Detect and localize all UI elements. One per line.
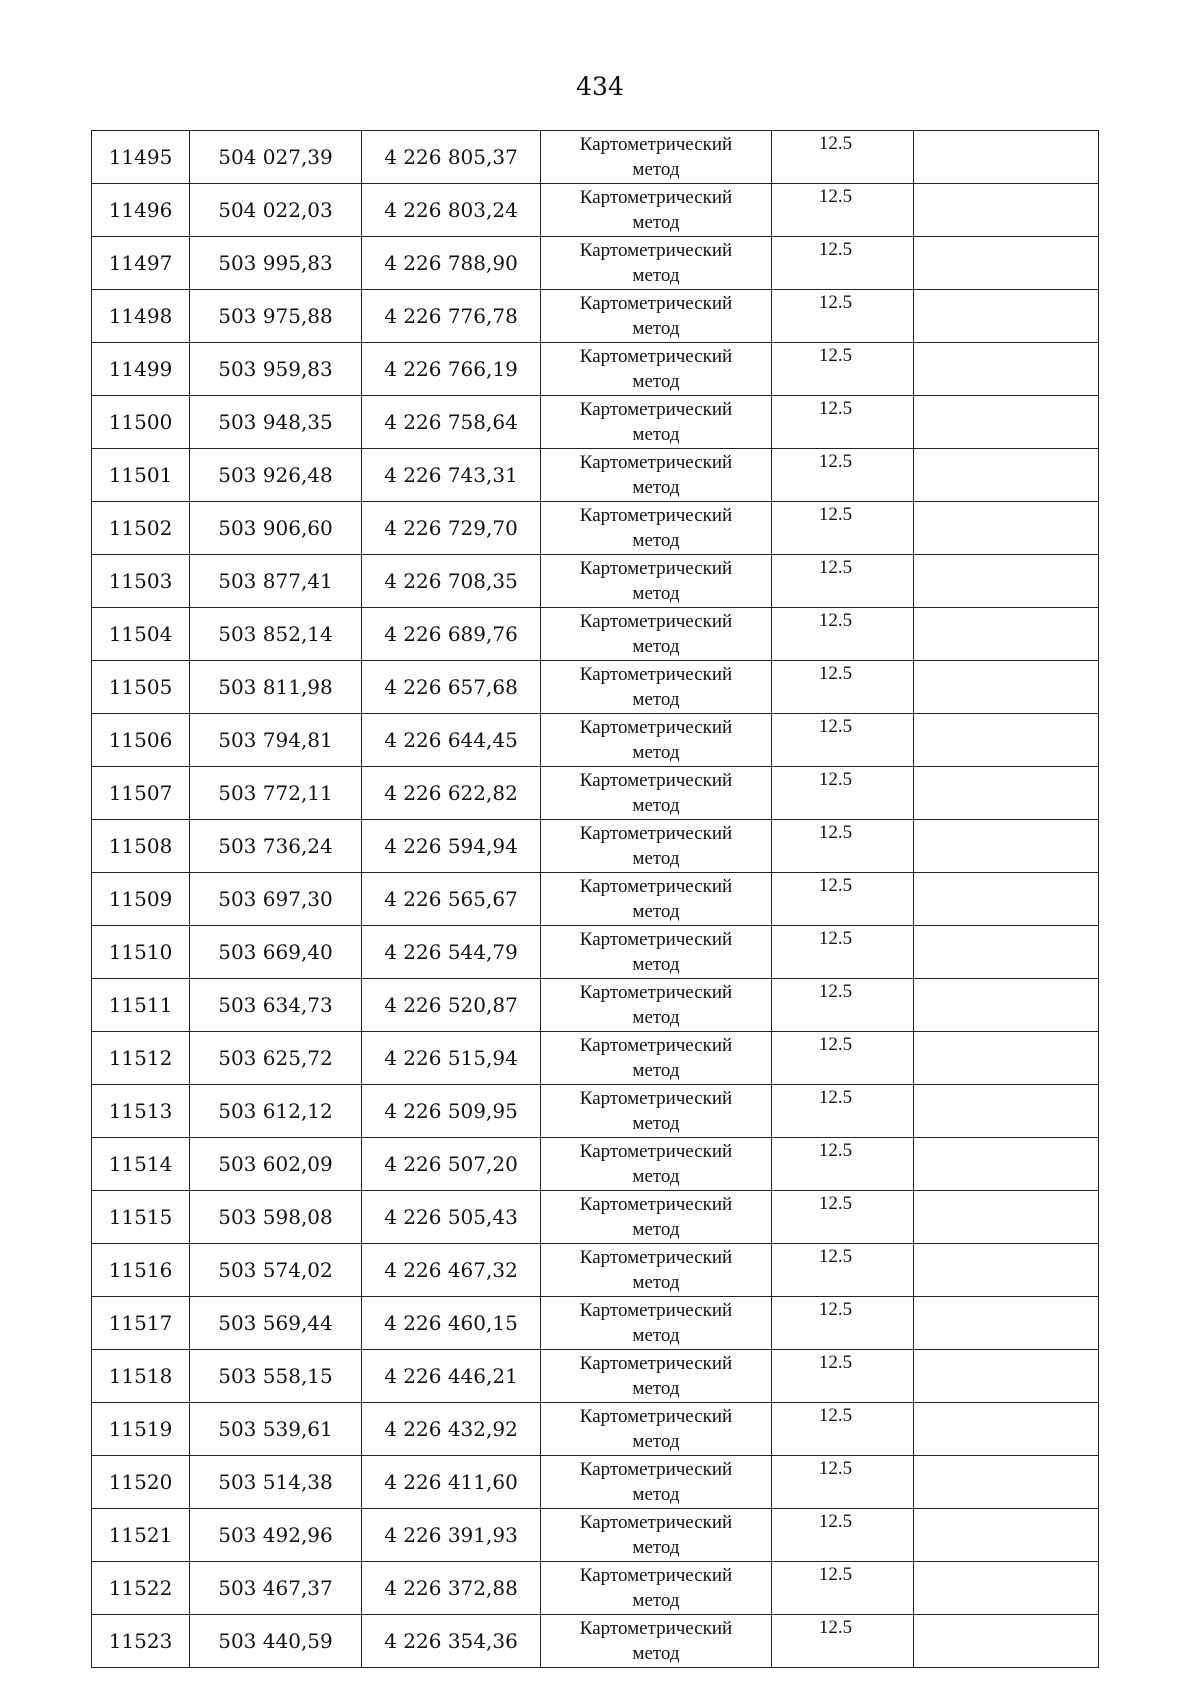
- method-line-2: метод: [632, 1378, 680, 1399]
- method-line-1: Картометрический: [579, 611, 733, 632]
- method-line-2: метод: [632, 424, 680, 445]
- coordinate-y-cell: 4 226 729,70: [362, 502, 541, 555]
- method-line-2: метод: [632, 265, 680, 286]
- table-row: [92, 1191, 1099, 1244]
- accuracy-cell: 12.5: [772, 131, 914, 184]
- table-row: [92, 555, 1099, 608]
- empty-cell: [914, 449, 1099, 502]
- accuracy-cell: 12.5: [772, 1350, 914, 1403]
- method-line-1: Картометрический: [579, 187, 733, 208]
- empty-cell: [914, 1138, 1099, 1191]
- method-cell: [541, 290, 772, 343]
- empty-cell: [914, 1403, 1099, 1456]
- method-cell: [541, 1032, 772, 1085]
- method-cell: [541, 1403, 772, 1456]
- coordinate-y-cell: 4 226 509,95: [362, 1085, 541, 1138]
- method-cell: [541, 449, 772, 502]
- method-line-1: Картометрический: [579, 717, 733, 738]
- coordinate-x-cell: 503 467,37: [190, 1562, 362, 1615]
- coordinate-x-cell: 503 975,88: [190, 290, 362, 343]
- table-row: [92, 767, 1099, 820]
- empty-cell: [914, 608, 1099, 661]
- coordinate-x-cell: 503 574,02: [190, 1244, 362, 1297]
- method-line-2: метод: [632, 742, 680, 763]
- method-line-1: Картометрический: [579, 1618, 733, 1639]
- accuracy-cell: 12.5: [772, 820, 914, 873]
- point-number-cell: 11497: [92, 237, 190, 290]
- point-number-cell: 11501: [92, 449, 190, 502]
- method-line-1: Картометрический: [579, 293, 733, 314]
- method-line-2: метод: [632, 689, 680, 710]
- method-cell: [541, 1456, 772, 1509]
- coordinate-y-cell: 4 226 544,79: [362, 926, 541, 979]
- method-line-1: Картометрический: [579, 1194, 733, 1215]
- accuracy-cell: 12.5: [772, 237, 914, 290]
- accuracy-cell: 12.5: [772, 502, 914, 555]
- method-line-1: Картометрический: [579, 1353, 733, 1374]
- page-number: 434: [576, 72, 624, 101]
- method-cell: [541, 926, 772, 979]
- method-line-1: Картометрический: [579, 1247, 733, 1268]
- method-line-1: Картометрический: [579, 664, 733, 685]
- coordinate-y-cell: 4 226 391,93: [362, 1509, 541, 1562]
- coordinate-y-cell: 4 226 354,36: [362, 1615, 541, 1668]
- accuracy-cell: 12.5: [772, 343, 914, 396]
- coordinate-y-cell: 4 226 432,92: [362, 1403, 541, 1456]
- method-cell: [541, 1297, 772, 1350]
- method-line-1: Картометрический: [579, 1035, 733, 1056]
- empty-cell: [914, 820, 1099, 873]
- accuracy-cell: 12.5: [772, 555, 914, 608]
- method-line-2: метод: [632, 318, 680, 339]
- method-cell: [541, 1350, 772, 1403]
- point-number-cell: 11507: [92, 767, 190, 820]
- point-number-cell: 11508: [92, 820, 190, 873]
- accuracy-cell: 12.5: [772, 1403, 914, 1456]
- empty-cell: [914, 926, 1099, 979]
- method-line-2: метод: [632, 583, 680, 604]
- empty-cell: [914, 1244, 1099, 1297]
- table-row: [92, 608, 1099, 661]
- method-cell: [541, 396, 772, 449]
- empty-cell: [914, 714, 1099, 767]
- coordinate-x-cell: 503 926,48: [190, 449, 362, 502]
- table-row: [92, 1562, 1099, 1615]
- method-line-2: метод: [632, 1590, 680, 1611]
- method-line-2: метод: [632, 795, 680, 816]
- empty-cell: [914, 1032, 1099, 1085]
- method-line-2: метод: [632, 212, 680, 233]
- method-line-2: метод: [632, 530, 680, 551]
- coordinate-y-cell: 4 226 622,82: [362, 767, 541, 820]
- point-number-cell: 11496: [92, 184, 190, 237]
- accuracy-cell: 12.5: [772, 979, 914, 1032]
- method-line-1: Картометрический: [579, 1512, 733, 1533]
- method-cell: [541, 1138, 772, 1191]
- accuracy-cell: 12.5: [772, 714, 914, 767]
- table-row: [92, 343, 1099, 396]
- empty-cell: [914, 1562, 1099, 1615]
- point-number-cell: 11514: [92, 1138, 190, 1191]
- table-row: [92, 820, 1099, 873]
- table-row: [92, 290, 1099, 343]
- method-line-2: метод: [632, 1060, 680, 1081]
- coordinate-x-cell: 503 539,61: [190, 1403, 362, 1456]
- empty-cell: [914, 396, 1099, 449]
- method-line-2: метод: [632, 159, 680, 180]
- method-line-1: Картометрический: [579, 823, 733, 844]
- empty-cell: [914, 767, 1099, 820]
- accuracy-cell: 12.5: [772, 449, 914, 502]
- method-line-2: метод: [632, 1272, 680, 1293]
- coordinate-y-cell: 4 226 689,76: [362, 608, 541, 661]
- method-line-2: метод: [632, 1113, 680, 1134]
- coordinate-x-cell: 503 697,30: [190, 873, 362, 926]
- method-cell: [541, 767, 772, 820]
- coordinate-y-cell: 4 226 776,78: [362, 290, 541, 343]
- coordinate-x-cell: 503 959,83: [190, 343, 362, 396]
- coordinate-y-cell: 4 226 520,87: [362, 979, 541, 1032]
- empty-cell: [914, 1191, 1099, 1244]
- point-number-cell: 11516: [92, 1244, 190, 1297]
- point-number-cell: 11522: [92, 1562, 190, 1615]
- table-body: [92, 131, 1099, 1668]
- accuracy-cell: 12.5: [772, 1297, 914, 1350]
- accuracy-cell: 12.5: [772, 1191, 914, 1244]
- empty-cell: [914, 131, 1099, 184]
- coordinate-y-cell: 4 226 467,32: [362, 1244, 541, 1297]
- coordinate-x-cell: 504 027,39: [190, 131, 362, 184]
- empty-cell: [914, 873, 1099, 926]
- method-line-1: Картометрический: [579, 1088, 733, 1109]
- method-cell: [541, 1562, 772, 1615]
- point-number-cell: 11518: [92, 1350, 190, 1403]
- accuracy-cell: 12.5: [772, 926, 914, 979]
- coordinate-y-cell: 4 226 460,15: [362, 1297, 541, 1350]
- coordinate-y-cell: 4 226 708,35: [362, 555, 541, 608]
- coordinate-y-cell: 4 226 565,67: [362, 873, 541, 926]
- method-cell: [541, 1085, 772, 1138]
- method-line-1: Картометрический: [579, 240, 733, 261]
- accuracy-cell: 12.5: [772, 1032, 914, 1085]
- empty-cell: [914, 1509, 1099, 1562]
- method-line-1: Картометрический: [579, 346, 733, 367]
- coordinate-y-cell: 4 226 594,94: [362, 820, 541, 873]
- method-cell: [541, 555, 772, 608]
- method-line-1: Картометрический: [579, 1141, 733, 1162]
- coordinate-y-cell: 4 226 411,60: [362, 1456, 541, 1509]
- method-line-2: метод: [632, 901, 680, 922]
- method-cell: [541, 979, 772, 1032]
- method-cell: [541, 1191, 772, 1244]
- empty-cell: [914, 555, 1099, 608]
- coordinate-x-cell: 503 440,59: [190, 1615, 362, 1668]
- empty-cell: [914, 1615, 1099, 1668]
- accuracy-cell: 12.5: [772, 1085, 914, 1138]
- table-row: [92, 1244, 1099, 1297]
- coordinate-x-cell: 503 852,14: [190, 608, 362, 661]
- table-row: [92, 1509, 1099, 1562]
- method-line-2: метод: [632, 636, 680, 657]
- accuracy-cell: 12.5: [772, 661, 914, 714]
- accuracy-cell: 12.5: [772, 1244, 914, 1297]
- point-number-cell: 11511: [92, 979, 190, 1032]
- method-cell: [541, 184, 772, 237]
- method-line-1: Картометрический: [579, 876, 733, 897]
- accuracy-cell: 12.5: [772, 608, 914, 661]
- table-row: [92, 873, 1099, 926]
- method-line-2: метод: [632, 1325, 680, 1346]
- method-cell: [541, 608, 772, 661]
- coordinate-y-cell: 4 226 507,20: [362, 1138, 541, 1191]
- table-row: [92, 661, 1099, 714]
- coordinate-x-cell: 503 492,96: [190, 1509, 362, 1562]
- method-cell: [541, 661, 772, 714]
- method-cell: [541, 1244, 772, 1297]
- method-line-2: метод: [632, 1007, 680, 1028]
- coordinate-x-cell: 503 514,38: [190, 1456, 362, 1509]
- method-line-2: метод: [632, 477, 680, 498]
- point-number-cell: 11512: [92, 1032, 190, 1085]
- coordinate-x-cell: 503 948,35: [190, 396, 362, 449]
- table-row: [92, 714, 1099, 767]
- coordinate-x-cell: 503 811,98: [190, 661, 362, 714]
- method-cell: [541, 1509, 772, 1562]
- coordinate-x-cell: 503 558,15: [190, 1350, 362, 1403]
- method-line-2: метод: [632, 1537, 680, 1558]
- coordinate-y-cell: 4 226 803,24: [362, 184, 541, 237]
- accuracy-cell: 12.5: [772, 1562, 914, 1615]
- method-cell: [541, 237, 772, 290]
- empty-cell: [914, 1456, 1099, 1509]
- method-line-2: метод: [632, 954, 680, 975]
- point-number-cell: 11510: [92, 926, 190, 979]
- coordinate-x-cell: 503 602,09: [190, 1138, 362, 1191]
- table-row: [92, 237, 1099, 290]
- method-cell: [541, 820, 772, 873]
- method-line-2: метод: [632, 848, 680, 869]
- method-line-2: метод: [632, 1219, 680, 1240]
- point-number-cell: 11509: [92, 873, 190, 926]
- table-row: [92, 1615, 1099, 1668]
- table-row: [92, 979, 1099, 1032]
- method-line-1: Картометрический: [579, 558, 733, 579]
- method-line-2: метод: [632, 1166, 680, 1187]
- coordinate-x-cell: 503 906,60: [190, 502, 362, 555]
- coordinate-x-cell: 503 612,12: [190, 1085, 362, 1138]
- table-row: [92, 1138, 1099, 1191]
- empty-cell: [914, 290, 1099, 343]
- coordinate-x-cell: 503 736,24: [190, 820, 362, 873]
- method-cell: [541, 502, 772, 555]
- table-row: [92, 1403, 1099, 1456]
- table-row: [92, 396, 1099, 449]
- point-number-cell: 11502: [92, 502, 190, 555]
- coordinate-y-cell: 4 226 657,68: [362, 661, 541, 714]
- method-line-1: Картометрический: [579, 134, 733, 155]
- table-row: [92, 1032, 1099, 1085]
- method-cell: [541, 714, 772, 767]
- coordinate-x-cell: 503 625,72: [190, 1032, 362, 1085]
- accuracy-cell: 12.5: [772, 290, 914, 343]
- coordinate-y-cell: 4 226 446,21: [362, 1350, 541, 1403]
- accuracy-cell: 12.5: [772, 1138, 914, 1191]
- coordinate-x-cell: 503 669,40: [190, 926, 362, 979]
- coordinate-x-cell: 503 634,73: [190, 979, 362, 1032]
- point-number-cell: 11500: [92, 396, 190, 449]
- method-line-1: Картометрический: [579, 982, 733, 1003]
- point-number-cell: 11519: [92, 1403, 190, 1456]
- accuracy-cell: 12.5: [772, 873, 914, 926]
- method-line-1: Картометрический: [579, 1300, 733, 1321]
- table-row: [92, 502, 1099, 555]
- table-row: [92, 184, 1099, 237]
- method-cell: [541, 131, 772, 184]
- method-line-1: Картометрический: [579, 1459, 733, 1480]
- method-line-1: Картометрический: [579, 505, 733, 526]
- empty-cell: [914, 184, 1099, 237]
- coordinate-x-cell: 503 794,81: [190, 714, 362, 767]
- method-line-1: Картометрический: [579, 1565, 733, 1586]
- point-number-cell: 11505: [92, 661, 190, 714]
- coordinate-y-cell: 4 226 766,19: [362, 343, 541, 396]
- method-line-1: Картометрический: [579, 929, 733, 950]
- point-number-cell: 11506: [92, 714, 190, 767]
- accuracy-cell: 12.5: [772, 396, 914, 449]
- table-row: [92, 926, 1099, 979]
- coordinate-y-cell: 4 226 743,31: [362, 449, 541, 502]
- point-number-cell: 11498: [92, 290, 190, 343]
- coordinate-x-cell: 503 995,83: [190, 237, 362, 290]
- coordinate-x-cell: 503 598,08: [190, 1191, 362, 1244]
- empty-cell: [914, 979, 1099, 1032]
- accuracy-cell: 12.5: [772, 767, 914, 820]
- table-row: [92, 449, 1099, 502]
- method-line-1: Картометрический: [579, 1406, 733, 1427]
- coordinate-y-cell: 4 226 644,45: [362, 714, 541, 767]
- empty-cell: [914, 1085, 1099, 1138]
- coordinate-y-cell: 4 226 788,90: [362, 237, 541, 290]
- point-number-cell: 11504: [92, 608, 190, 661]
- accuracy-cell: 12.5: [772, 1456, 914, 1509]
- coordinate-y-cell: 4 226 758,64: [362, 396, 541, 449]
- coordinate-x-cell: 503 877,41: [190, 555, 362, 608]
- accuracy-cell: 12.5: [772, 1509, 914, 1562]
- method-line-1: Картометрический: [579, 770, 733, 791]
- method-line-2: метод: [632, 1643, 680, 1664]
- empty-cell: [914, 237, 1099, 290]
- method-line-2: метод: [632, 1484, 680, 1505]
- point-number-cell: 11515: [92, 1191, 190, 1244]
- method-line-2: метод: [632, 371, 680, 392]
- table-row: [92, 131, 1099, 184]
- empty-cell: [914, 343, 1099, 396]
- table-row: [92, 1297, 1099, 1350]
- accuracy-cell: 12.5: [772, 1615, 914, 1668]
- coordinate-y-cell: 4 226 515,94: [362, 1032, 541, 1085]
- point-number-cell: 11513: [92, 1085, 190, 1138]
- accuracy-cell: 12.5: [772, 184, 914, 237]
- coordinate-y-cell: 4 226 505,43: [362, 1191, 541, 1244]
- point-number-cell: 11523: [92, 1615, 190, 1668]
- table-row: [92, 1085, 1099, 1138]
- coordinate-y-cell: 4 226 805,37: [362, 131, 541, 184]
- empty-cell: [914, 661, 1099, 714]
- method-line-1: Картометрический: [579, 452, 733, 473]
- point-number-cell: 11495: [92, 131, 190, 184]
- coordinates-table: [91, 130, 1099, 1668]
- point-number-cell: 11499: [92, 343, 190, 396]
- method-cell: [541, 1615, 772, 1668]
- coordinate-x-cell: 503 569,44: [190, 1297, 362, 1350]
- method-line-1: Картометрический: [579, 399, 733, 420]
- table-row: [92, 1350, 1099, 1403]
- empty-cell: [914, 1350, 1099, 1403]
- method-line-2: метод: [632, 1431, 680, 1452]
- table-row: [92, 1456, 1099, 1509]
- point-number-cell: 11520: [92, 1456, 190, 1509]
- method-cell: [541, 343, 772, 396]
- point-number-cell: 11517: [92, 1297, 190, 1350]
- coordinate-y-cell: 4 226 372,88: [362, 1562, 541, 1615]
- coordinate-x-cell: 504 022,03: [190, 184, 362, 237]
- coordinate-x-cell: 503 772,11: [190, 767, 362, 820]
- point-number-cell: 11521: [92, 1509, 190, 1562]
- empty-cell: [914, 1297, 1099, 1350]
- empty-cell: [914, 502, 1099, 555]
- point-number-cell: 11503: [92, 555, 190, 608]
- method-cell: [541, 873, 772, 926]
